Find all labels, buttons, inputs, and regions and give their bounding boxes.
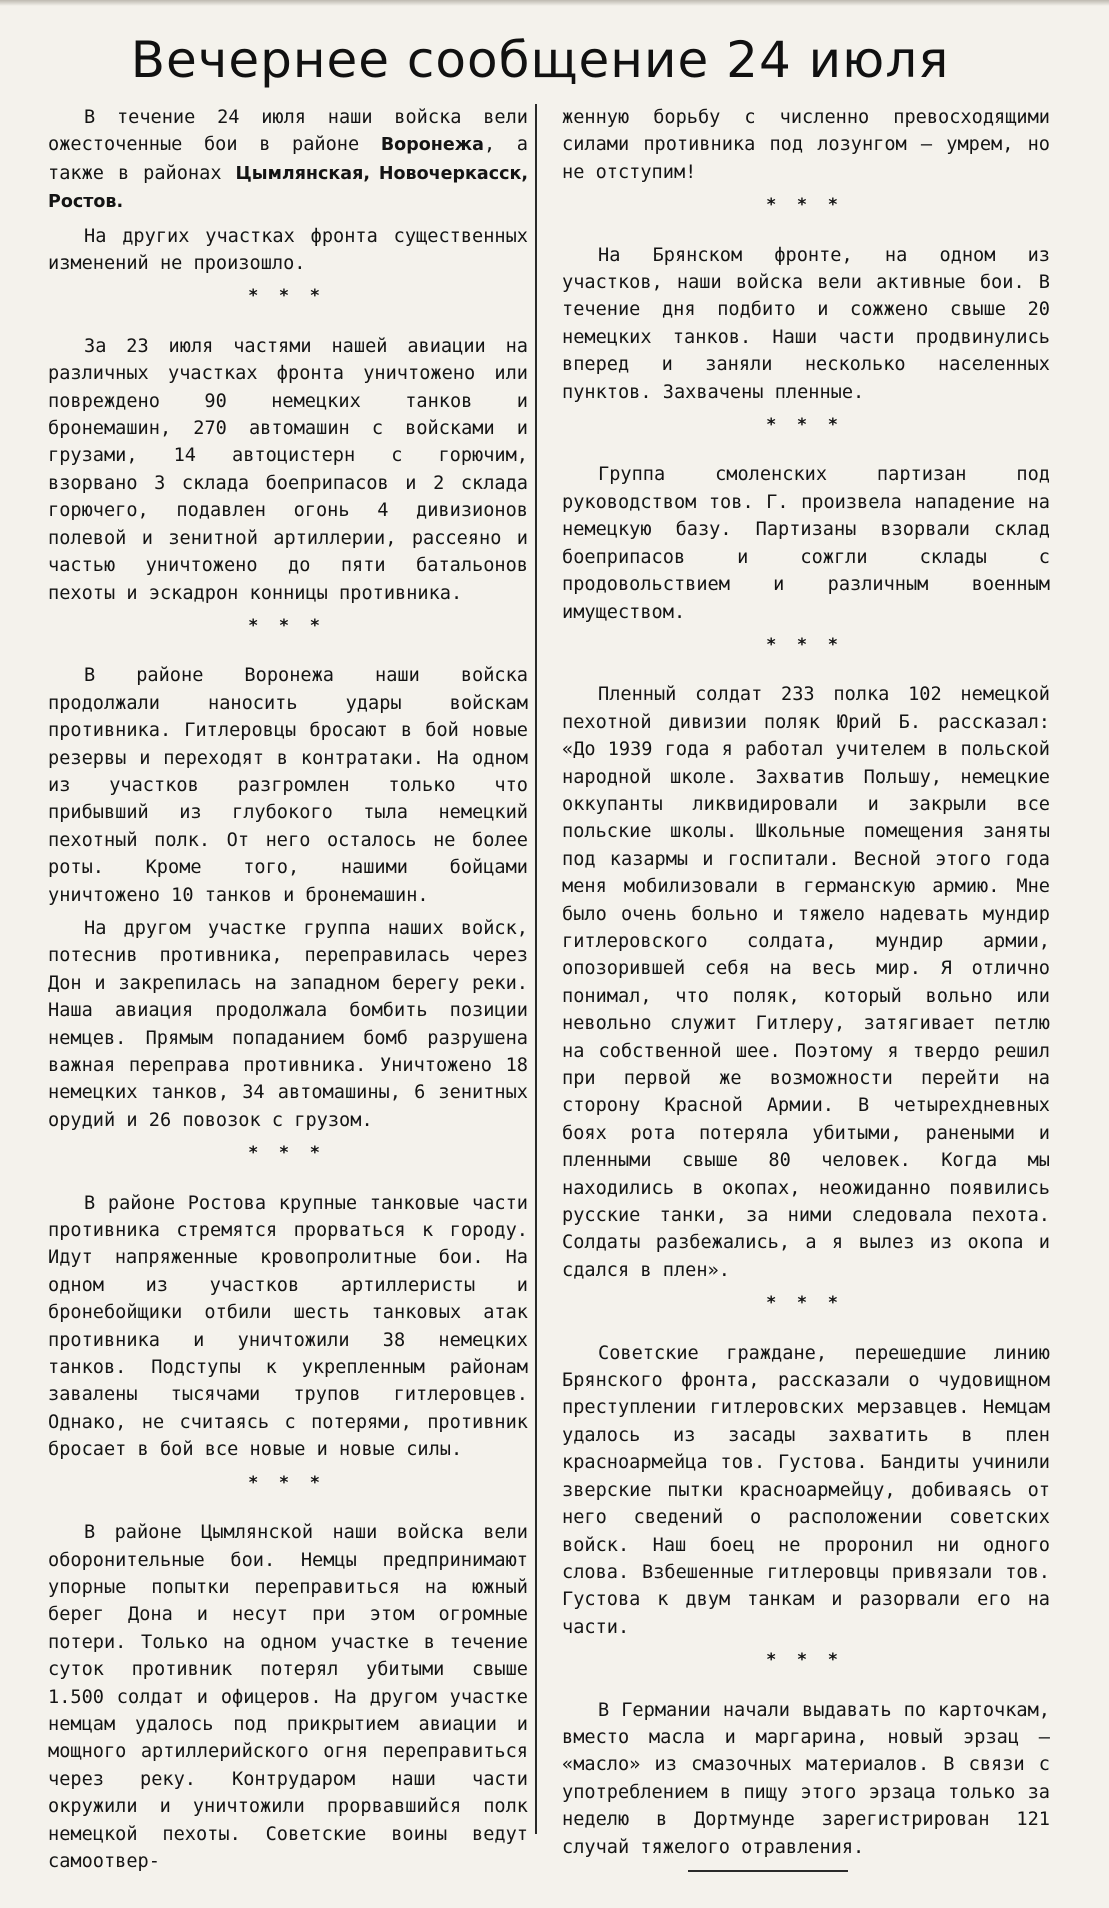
section-separator: * * * <box>766 1293 846 1314</box>
section-separator: * * * <box>248 615 328 636</box>
intro-text-c: , а также в районах <box>48 134 528 184</box>
paragraph-crime: Советские граждане, перешедшие линию Брянского фронта, рассказали о чудовищном преступлении гитлеровских мерзавцев. Немцам удалось из засады захватить в плен красноармейца тов. Густова. Бандиты учинили зверские пытки красноармейцу, добиваясь от него сведений о расположении советских войск. Наш боец не проронил ни одного слова. Взбешенные гитлеровцы привязали тов. Густова к двум танкам и разорвали его на части. <box>562 1342 1050 1638</box>
paragraph-no-changes: На других участках фронта существенных изменений не произошло. <box>48 225 528 275</box>
intro-bold-districts: Цымлянская, Новочеркасск, Ростов. <box>48 163 528 213</box>
page-top-edge <box>0 0 1109 6</box>
section-separator: * * * <box>766 1650 846 1671</box>
paragraph-bryansk: На Брянском фронте, на одном из участков, наши войска вели активные бои. В течение дня подбито и сожжено свыше 20 немецких танков. Наши части продвинулись вперед и заняли несколько населенных пунктов. Захвачены пленные. <box>562 244 1050 403</box>
right-column <box>562 104 1050 1867</box>
paragraph-ersatz: В Германии начали выдавать по карточкам, вместо масла и маргарина, новый эрзац — «масло» из смазочных материалов. В связи с употреблением в пищу этого эрзаца только за неделю в Дортмунде зарегистрирован 121 случай тяжелого отравления. <box>562 1699 1050 1858</box>
section-separator: * * * <box>248 1472 328 1493</box>
section-separator: * * * <box>766 634 846 655</box>
end-rule <box>688 1870 848 1872</box>
paragraph-don-crossing: На другом участке группа наших войск, потеснив противника, переправилась через Дон и закрепилась на западном берегу реки. Наша авиация продолжала бомбить позиции немцев. Прямым попаданием бомб разрушена важная переправа противника. Уничтожено 18 немецких танков, 34 автомашины, 6 зенитных орудий и 26 повозок с грузом. <box>48 917 528 1131</box>
section-separator: * * * <box>766 415 846 436</box>
article-title: Вечернее сообщение 24 июля <box>130 31 950 89</box>
section-separator: * * * <box>766 195 846 216</box>
paragraph-rostov: В районе Ростова крупные танковые части противника стремятся прорваться к городу. Идут напряженные кровопролитные бои. На одном из участков артиллеристы и бронебойщики отбили шесть танковых атак противника и уничтожили 38 немецких танков. Подступы к укрепленным районам завалены тысячами трупов гитлеровцев. Однако, не считаясь с потерями, противник бросает в бой все новые и новые силы. <box>48 1192 528 1461</box>
section-separator: * * * <box>248 286 328 307</box>
column-divider <box>535 104 537 1834</box>
paragraph-voronezh: В районе Воронежа наши войска продолжали наносить удары войскам противника. Гитлеровцы бросают в бой новые резервы и переходят в контратаки. На одном из участков разгромлен только что прибывший из глубокого тыла немецкий пехотный полк. От него осталось не более роты. Кроме того, нашими бойцами уничтожено 10 танков и бронемашин. <box>48 665 528 906</box>
paragraph-partisans: Группа смоленских партизан под руководством тов. Г. произвела нападение на немецкую базу. Партизаны взорвали склад боеприпасов и сожгли склады с продовольствием и различным военным имуществом. <box>562 464 1050 623</box>
paragraph-aviation: За 23 июля частями нашей авиации на различных участках фронта уничтожено или повреждено 90 немецких танков и бронемашин, 270 автомашин с войсками и грузами, 14 автоцистерн с горючим, взорвано 3 склада боеприпасов и 2 склада горючего, подавлен огонь 4 дивизионов полевой и зенитной артиллерии, рассеяно и частью уничтожено до пяти батальонов пехоты и эскадрон конницы противника. <box>48 335 528 604</box>
section-separator: * * * <box>248 1143 328 1164</box>
left-column <box>48 104 528 1881</box>
intro-text-a: В течение 24 июля наши войска вели ожесточенные бои в районе <box>48 107 528 156</box>
paragraph-continuation: женную борьбу с численно превосходящими силами противника под лозунгом — умрем, но не отступим! <box>562 107 1050 183</box>
paragraph-prisoner: Пленный солдат 233 полка 102 немецкой пехотной дивизии поляк Юрий Б. рассказал: «До 1939 года я работал учителем в польской народной школе. Захватив Польшу, немецкие оккупанты ликвидировали и закрыли все польские школы. Школьные помещения заняты под казармы и госпитали. Весной этого года меня мобилизовали в германскую армию. Мне было очень больно и тяжело надевать мундир гитлеровского солдата, мундир армии, опозорившей себя на весь мир. Я отлично понимал, что поляк, который вольно или невольно служит Гитлеру, затягивает петлю на собственной шее. Поэтому я твердо решил при первой же возможности перейти на сторону Красной Армии. В четырехдневных боях рота потеряла убитыми, ранеными и пленными свыше 80 человек. Когда мы находились в окопах, неожиданно появились русские танки, за ними следовала пехота. Солдаты разбежались, а я вылез из окопа и сдался в плен». <box>562 684 1050 1281</box>
paragraph-tsymlyanskaya: В районе Цымлянской наши войска вели оборонительные бои. Немцы предпринимают упорные попытки переправиться на южный берег Дона и несут при этом огромные потери. Только на одном участке в течение суток противник потерял убитыми свыше 1.500 солдат и офицеров. На другом участке немцам удалось под прикрытием авиации и мощного артиллерийского огня переправиться через реку. Контрударом наши части окружили и уничтожили прорвавшийся полк немецкой пехоты. Советские воины ведут самоотвер- <box>48 1522 528 1872</box>
paragraph-intro <box>48 104 528 217</box>
intro-bold-voronezh: Воронежа <box>380 135 484 156</box>
